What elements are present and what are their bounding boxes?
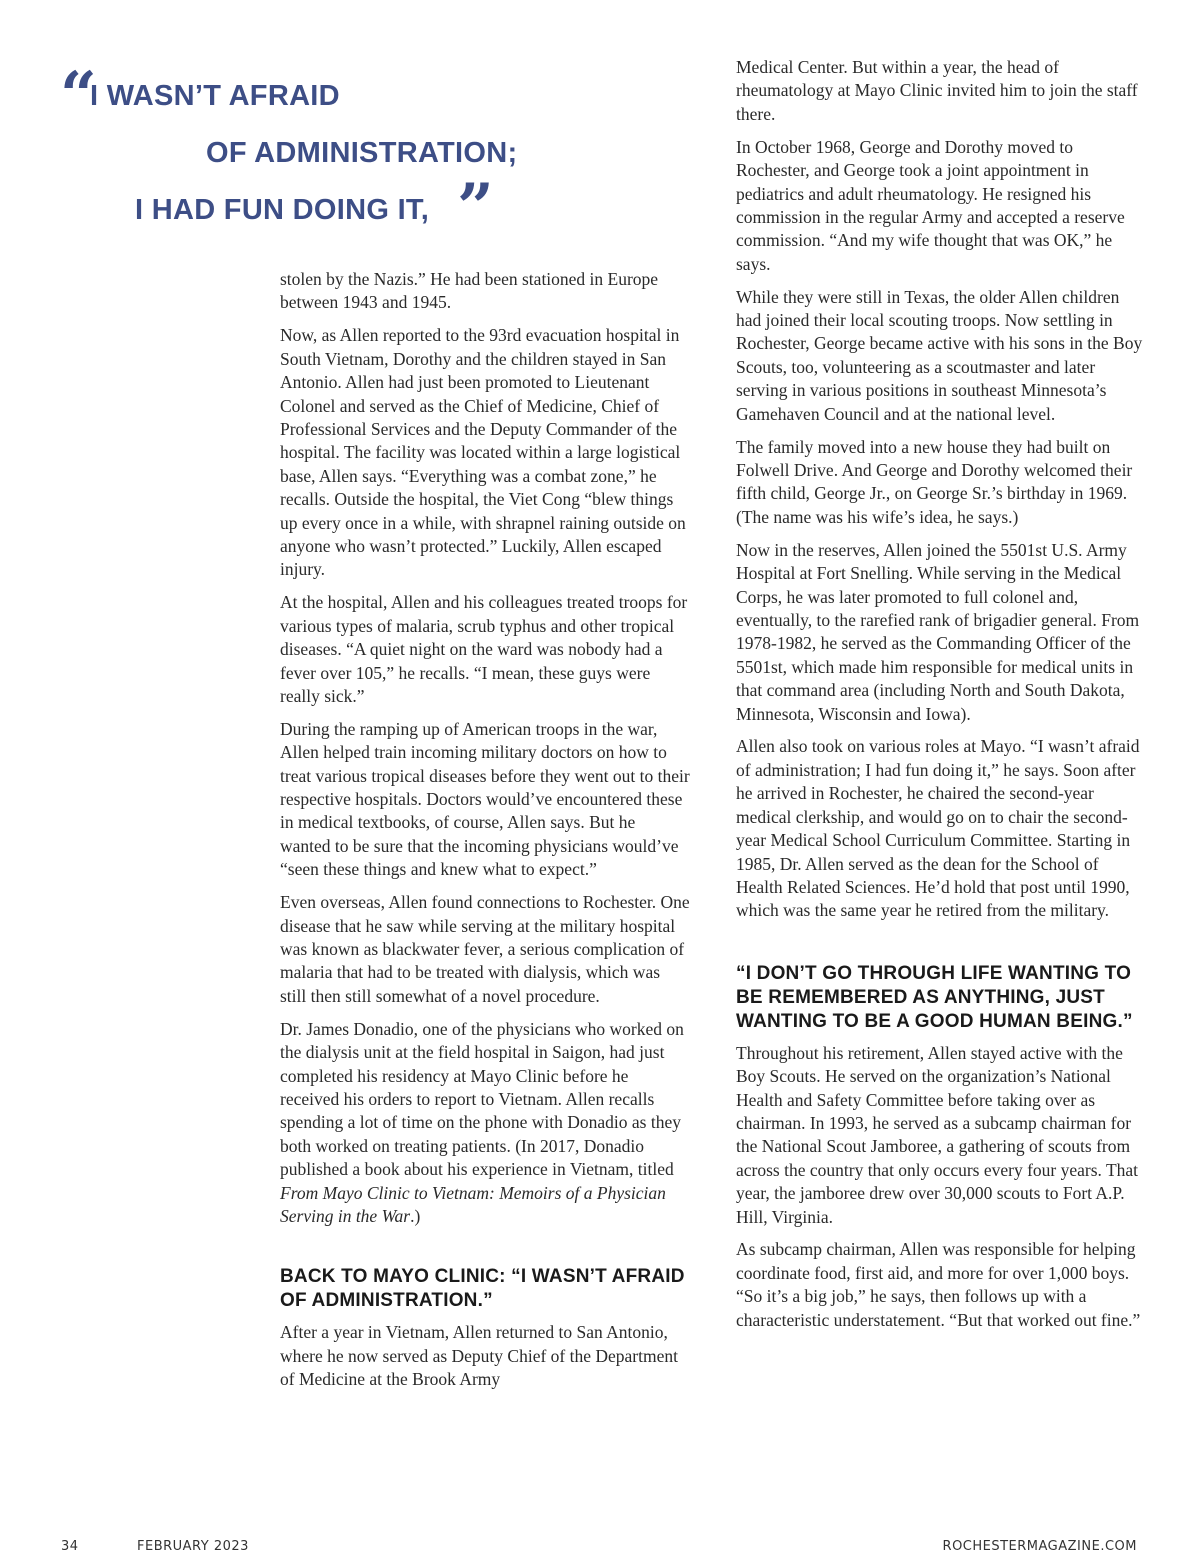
body-paragraph: The family moved into a new house they had built on Folwell Drive. And George and Dorothy welcomed their fifth child, George Jr., on George Sr.’s birthday in 1969. (The name was his wife’s idea, he says.) bbox=[736, 436, 1133, 527]
left-column bbox=[280, 268, 690, 1401]
right-column bbox=[736, 56, 1148, 1342]
pull-quote-line-3: I HAD FUN DOING IT, bbox=[135, 194, 430, 226]
body-paragraph: In October 1968, George and Dorothy moved to Rochester, and George took a joint appointment in pediatrics and adult rheumatology. He resigned his commission in the regular Army and accepted a reserve commission. “And my wife thought that was OK,” he says. bbox=[736, 136, 1125, 274]
body-paragraph: As subcamp chairman, Allen was responsible for helping coordinate food, first aid, and more for over 1,000 boys. “So it’s a big job,” he says, then follows up with a characteristic understatement. “But that worked out fine.” bbox=[736, 1239, 1141, 1330]
body-paragraph: stolen by the Nazis.” He had been stationed in Europe between 1943 and 1945. bbox=[280, 269, 659, 313]
body-paragraph: Even overseas, Allen found connections to Rochester. One disease that he saw while serving at the military hospital was known as blackwater fever, a serious complication of malaria that had to be treated with dialysis, which was still then still somewhat of a novel procedure. bbox=[280, 892, 690, 1006]
pull-quote-line-2: OF ADMINISTRATION; bbox=[206, 137, 518, 169]
donadio-text-after: .) bbox=[410, 1205, 421, 1226]
issue-date: FEBRUARY 2023 bbox=[137, 1539, 249, 1554]
body-paragraph: Throughout his retirement, Allen stayed active with the Boy Scouts. He served on the organization’s National Health and Safety Committee before taking over as chairman. In 1993, he served as a subcamp chairman for the National Scout Jamboree, a gathering of scouts from across the country that only occurs every four years. That year, the jamboree drew over 30,000 scouts to Fort A.P. Hill, Virginia. bbox=[736, 1042, 1139, 1227]
body-paragraph: Medical Center. But within a year, the head of rheumatology at Mayo Clinic invited him to join the staff there. bbox=[736, 57, 1138, 124]
pull-quote-line-1: I WASN’T AFRAID bbox=[90, 80, 340, 112]
body-paragraph: Now, as Allen reported to the 93rd evacuation hospital in South Vietnam, Dorothy and the children stayed in San Antonio. Allen had just been promoted to Lieutenant Colonel and served as the Chief of Medicine, Chief of Professional Services and the Deputy Commander of the hospital. The facility was located within a large logistical base, Allen says. “Everything was a combat zone,” he recalls. Outside the hospital, the Viet Cong “blew things up every once in a while, with shrapnel raining outside on anyone who wasn’t protected.” Luckily, Allen escaped injury. bbox=[280, 325, 686, 580]
section-heading-back-to-mayo: BACK TO MAYO CLINIC: “I WASN’T AFRAID OF ADMINISTRATION.” bbox=[280, 1266, 685, 1312]
website-url: ROCHESTERMAGAZINE.COM bbox=[942, 1539, 1137, 1554]
body-paragraph: At the hospital, Allen and his colleagues treated troops for various types of malaria, scrub typhus and other tropical diseases. “A quiet night on the ward was nobody had a fever over 105,” he recalls. “I mean, these guys were really sick.” bbox=[280, 592, 688, 706]
page-number: 34 bbox=[61, 1539, 79, 1554]
book-title: From Mayo Clinic to Vietnam: Memoirs of a Physician Serving in the War bbox=[280, 1182, 666, 1226]
body-paragraph: Allen also took on various roles at Mayo. “I wasn’t afraid of administration; I had fun doing it,” he says. Soon after he arrived in Rochester, he chaired the second-year medical clerkship, and would go on to chair the second-year Medical School Curriculum Committee. Starting in 1985, Dr. Allen served as the dean for the School of Health Related Sciences. He’d hold that post until 1990, which was the same year he retired from the military. bbox=[736, 736, 1140, 921]
body-paragraph: During the ramping up of American troops in the war, Allen helped train incoming military doctors on how to treat various tropical diseases before they went out to their respective hospitals. Doctors would’ve encountered these in medical textbooks, of course, Allen says. But he wanted to be sure that the incoming physicians would’ve “seen these things and knew what to expect.” bbox=[280, 718, 690, 880]
donadio-paragraph bbox=[280, 1018, 690, 1229]
body-paragraph: While they were still in Texas, the older Allen children had joined their local scouting troops. Now settling in Rochester, George became active with his sons in the Boy Scouts, too, volunteering as a scoutmaster and later serving in various positions in southeast Minnesota’s Gamehaven Council and at the national level. bbox=[736, 286, 1143, 424]
body-paragraph: After a year in Vietnam, Allen returned to San Antonio, where he now served as Deputy Chief of the Department of Medicine at the Brook Army bbox=[280, 1322, 678, 1390]
body-paragraph: Now in the reserves, Allen joined the 5501st U.S. Army Hospital at Fort Snelling. While serving in the Medical Corps, he was later promoted to full colonel and, eventually, to the rarefied rank of brigadier general. From 1978-1982, he served as the Commanding Officer of the 5501st, which made him responsible for medical units in that command area (including North and South Dakota, Minnesota, Wisconsin and Iowa). bbox=[736, 539, 1140, 724]
section-heading-human-being: “I DON’T GO THROUGH LIFE WANTING TO BE REMEMBERED AS ANYTHING, JUST WANTING TO BE A GOOD HUMAN BEING.” bbox=[736, 962, 1133, 1032]
donadio-text-before: Dr. James Donadio, one of the physicians who worked on the dialysis unit at the field hospital in Saigon, had just completed his residency at Mayo Clinic before he received his orders to report to Vietnam. Allen recalls spending a lot of time on the phone with Donadio as they both worked on treating patients. (In 2017, Donadio published a book about his experience in Vietnam, titled bbox=[280, 1018, 684, 1180]
close-quote-mark: ” bbox=[457, 170, 494, 245]
open-quote-mark: “ bbox=[60, 58, 97, 133]
